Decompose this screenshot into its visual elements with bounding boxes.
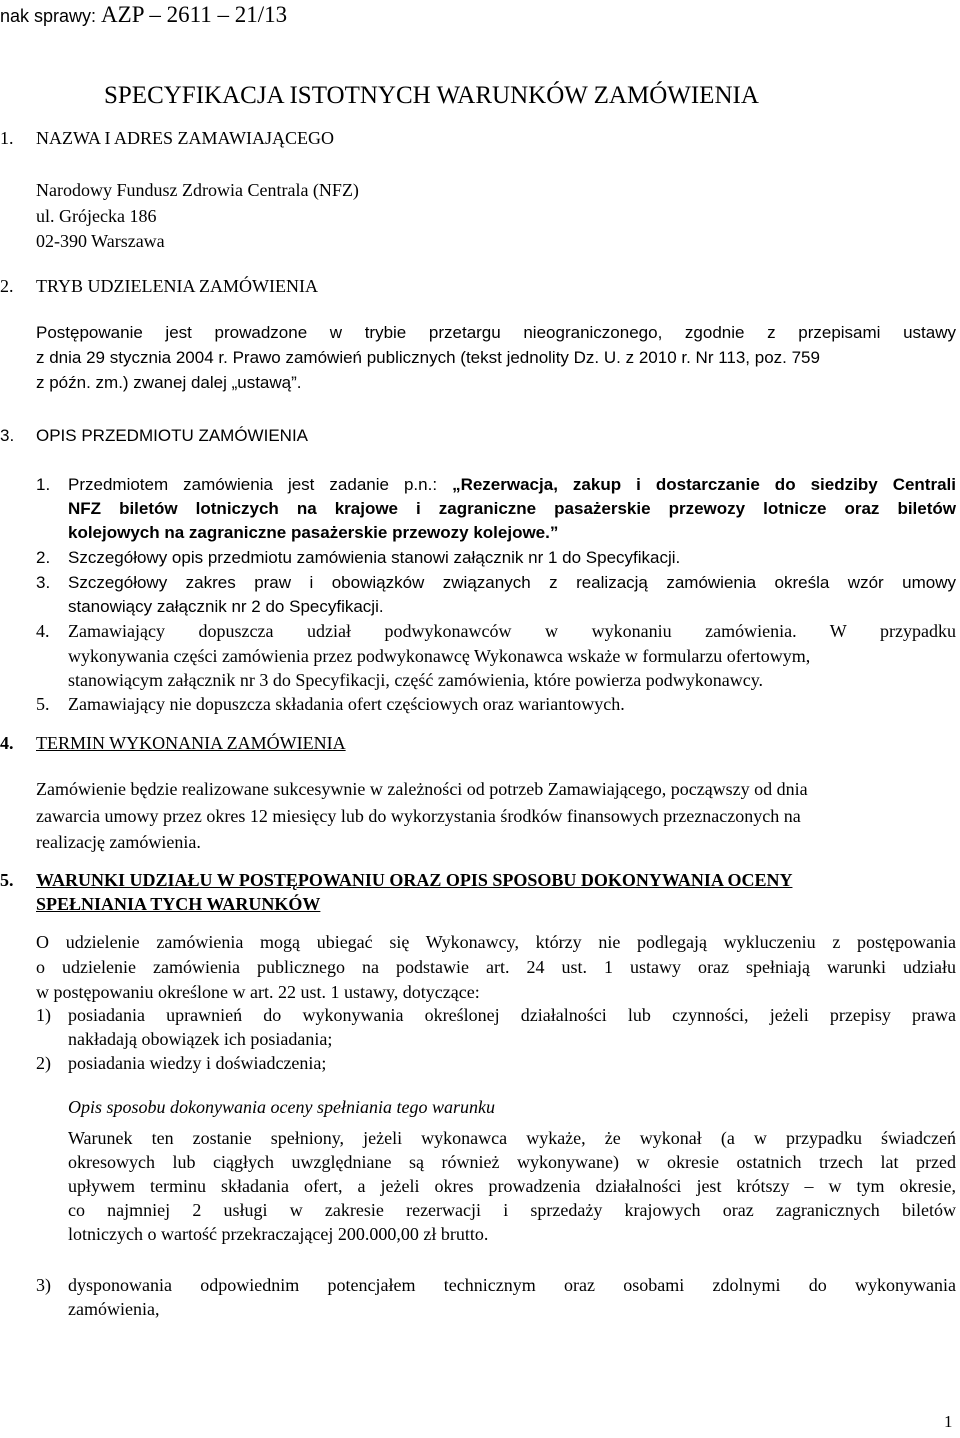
section-2-number: 2. <box>0 276 14 296</box>
address-line-2: ul. Grójecka 186 <box>36 206 157 226</box>
evaluation-line-2: okresowych lub ciągłych uwzględniane są również wykonywane) w okresie ostatnich trzech lat przed <box>68 1152 956 1172</box>
condition-2-number: 2) <box>36 1053 51 1073</box>
condition-1-number: 1) <box>36 1005 51 1025</box>
item-4-line-2: wykonywania części zamówienia przez podwykonawcę Wykonawca wskaże w formularzu ofertowym, <box>68 646 811 666</box>
item-1-intro: Przedmiotem zamówienia jest zadanie p.n.: <box>68 475 453 494</box>
condition-2-text: posiadania wiedzy i doświadczenia; <box>68 1053 327 1073</box>
evaluation-heading: Opis sposobu dokonywania oceny spełniania tego warunku <box>68 1097 495 1117</box>
condition-3-number: 3) <box>36 1275 51 1295</box>
item-5-number: 5. <box>36 694 50 714</box>
address-line-3: 02-390 Warszawa <box>36 231 165 251</box>
section-1-heading: NAZWA I ADRES ZAMAWIAJĄCEGO <box>36 128 335 148</box>
evaluation-line-4: co najmniej 2 usługi w zakresie rezerwacji i sprzedaży krajowych oraz zagranicznych biletów <box>68 1200 956 1220</box>
item-5-text: Zamawiający nie dopuszcza składania ofert częściowych oraz wariantowych. <box>68 694 625 714</box>
section-4-line-3: realizację zamówienia. <box>36 832 201 852</box>
item-3-line-1: Szczegółowy zakres praw i obowiązków związanych z realizacją zamówienia określa wzór umowy <box>68 573 956 592</box>
item-1-line-1 <box>68 475 956 495</box>
section-5-heading-line-2: SPEŁNIANIA TYCH WARUNKÓW <box>36 894 321 914</box>
document-title: SPECYFIKACJA ISTOTNYCH WARUNKÓW ZAMÓWIENIA <box>104 82 759 109</box>
section-4-number: 4. <box>0 733 14 753</box>
condition-3-line-1: dysponowania odpowiednim potencjałem technicznym oraz osobami zdolnymi do wykonywania <box>68 1275 956 1295</box>
evaluation-line-1: Warunek ten zostanie spełniony, jeżeli wykonawca wykaże, że wykonał (a w przypadku świadczeń <box>68 1128 956 1148</box>
section-2-text-line-1: Postępowanie jest prowadzone w trybie przetargu nieograniczonego, zgodnie z przepisami ustawy <box>36 323 956 342</box>
item-2-text: Szczegółowy opis przedmiotu zamówienia stanowi załącznik nr 1 do Specyfikacji. <box>68 548 681 567</box>
item-1-bold-1: „Rezerwacja, zakup i dostarczanie do siedziby Centrali <box>452 475 956 494</box>
item-3-number: 3. <box>36 573 51 592</box>
section-5-intro-line-3: w postępowaniu określone w art. 22 ust. 1 ustawy, dotyczące: <box>36 982 480 1002</box>
item-1-line-2: NFZ biletów lotniczych na krajowe i zagraniczne pasażerskie przewozy lotnicze oraz biletów <box>68 499 956 518</box>
condition-3-line-2: zamówienia, <box>68 1299 160 1319</box>
section-4-line-1: Zamówienie będzie realizowane sukcesywnie w zależności od potrzeb Zamawiającego, począwszy od dnia <box>36 779 808 799</box>
item-4-line-3: stanowiącym załącznik nr 3 do Specyfikacji, część zamówienia, które powierza podwykonawcy. <box>68 670 764 690</box>
evaluation-line-5: lotniczych o wartość przekraczającej 200.000,00 zł brutto. <box>68 1224 489 1244</box>
section-5-intro-line-1: O udzielenie zamówienia mogą ubiegać się Wykonawcy, którzy nie podlegają wykluczeniu z postępowania <box>36 932 956 952</box>
address-line-1: Narodowy Fundusz Zdrowia Centrala (NFZ) <box>36 180 359 200</box>
section-2-text-line-3: z późn. zm.) zwanej dalej „ustawą”. <box>36 373 302 392</box>
section-2-text-line-2: z dnia 29 stycznia 2004 r. Prawo zamówień publicznych (tekst jednolity Dz. U. z 2010 r. Nr 113, poz. 759 <box>36 348 820 367</box>
section-2-heading: TRYB UDZIELENIA ZAMÓWIENIA <box>36 276 318 296</box>
section-4-heading: TERMIN WYKONANIA ZAMÓWIENIA <box>36 733 346 753</box>
section-5-number: 5. <box>0 870 14 890</box>
page-number: 1 <box>944 1412 953 1431</box>
item-4-line-1: Zamawiający dopuszcza udział podwykonawców w wykonaniu zamówienia. W przypadku <box>68 621 956 641</box>
item-1-line-3: kolejowych na zagraniczne pasażerskie przewozy kolejowe.” <box>68 523 559 542</box>
case-label: nak sprawy: <box>0 6 102 26</box>
item-3-line-2: stanowiący załącznik nr 2 do Specyfikacji. <box>68 597 384 616</box>
item-4-number: 4. <box>36 621 50 641</box>
condition-1-line-1: posiadania uprawnień do wykonywania określonej działalności lub czynności, jeżeli przepisy prawa <box>68 1005 956 1025</box>
section-4-line-2: zawarcia umowy przez okres 12 miesięcy lub do wykorzystania środków finansowych przeznaczonych na <box>36 806 801 826</box>
section-1-number: 1. <box>0 128 14 148</box>
case-number-line <box>0 2 287 28</box>
case-number: AZP – 2611 – 21/13 <box>101 2 288 27</box>
item-1-number: 1. <box>36 475 51 494</box>
section-3-heading: OPIS PRZEDMIOTU ZAMÓWIENIA <box>36 426 309 445</box>
section-5-heading-line-1: WARUNKI UDZIAŁU W POSTĘPOWANIU ORAZ OPIS SPOSOBU DOKONYWANIA OCENY <box>36 870 793 890</box>
section-3-number: 3. <box>0 426 15 445</box>
section-5-intro-line-2: o udzielenie zamówienia publicznego na podstawie art. 24 ust. 1 ustawy oraz spełniają warunki udziału <box>36 957 956 977</box>
item-2-number: 2. <box>36 548 51 567</box>
evaluation-line-3: upływem terminu składania ofert, a jeżeli okres prowadzenia działalności jest krótszy – w tym okresie, <box>68 1176 956 1196</box>
condition-1-line-2: nakładają obowiązek ich posiadania; <box>68 1029 333 1049</box>
